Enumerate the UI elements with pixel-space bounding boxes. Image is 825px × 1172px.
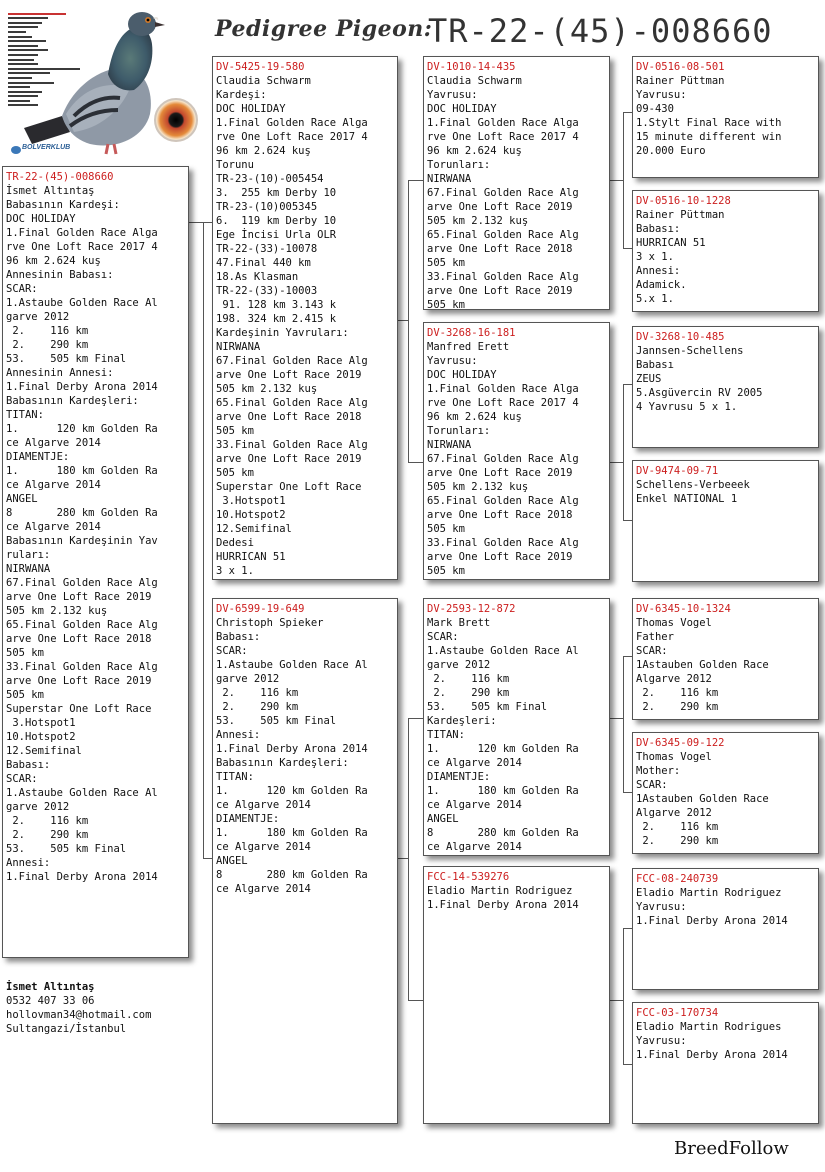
pedigree-text-line: 2. 290 km: [636, 835, 719, 847]
pedigree-text-line: Ege İncisi Urla OLR: [216, 229, 337, 241]
pedigree-box-sire-sire-dam[interactable]: [632, 190, 819, 312]
pedigree-text-line: 1.Stylt Final Race with: [636, 117, 782, 129]
pedigree-text-line: ruları:: [6, 549, 51, 561]
pedigree-text-line: garve 2012: [216, 673, 280, 685]
pedigree-text-line: Yavrusu:: [636, 901, 687, 913]
connector-line: [623, 520, 632, 521]
pedigree-text-line: 8 280 km Golden Ra: [6, 507, 158, 519]
ring-number: DV-1010-14-435: [427, 61, 516, 73]
pedigree-text-line: Adamick.: [636, 279, 687, 291]
pedigree-text-line: 2. 116 km: [6, 325, 89, 337]
pedigree-text-line: TITAN:: [427, 729, 465, 741]
pedigree-text-line: 1.Final Golden Race Alga: [427, 117, 579, 129]
ring-number: DV-0516-08-501: [636, 61, 725, 73]
pedigree-text-line: Kardeşi:: [216, 89, 267, 101]
pedigree-text-line: 09-430: [636, 103, 674, 115]
pedigree-text-line: Christoph Spieker: [216, 617, 324, 629]
pedigree-text-line: Schellens-Verbeeek: [636, 479, 750, 491]
ring-number: FCC-14-539276: [427, 871, 510, 883]
pedigree-text-line: ce Algarve 2014: [427, 757, 522, 769]
pedigree-text-line: 2. 290 km: [636, 701, 719, 713]
pedigree-text-line: rve One Loft Race 2017 4: [6, 241, 158, 253]
connector-line: [203, 858, 212, 859]
ring-number: FCC-03-170734: [636, 1007, 719, 1019]
pedigree-box-main[interactable]: [2, 166, 189, 958]
ring-number: DV-6599-19-649: [216, 603, 305, 615]
pedigree-box-sire-dam-sire[interactable]: [632, 326, 819, 448]
pedigree-text-line: 1.Astaube Golden Race Al: [216, 659, 368, 671]
pedigree-text-line: 2. 116 km: [636, 821, 719, 833]
ring-number: DV-0516-10-1228: [636, 195, 731, 207]
pedigree-text-line: SCAR:: [6, 283, 38, 295]
pedigree-text-line: Superstar One Loft Race: [216, 481, 362, 493]
pedigree-text-line: Babasının Kardeşinin Yav: [6, 535, 158, 547]
photo-logo: BOLVERKLUB: [22, 144, 71, 151]
pedigree-text-line: 67.Final Golden Race Alg: [6, 577, 158, 589]
pedigree-text-line: Thomas Vogel: [636, 617, 712, 629]
pedigree-text-line: Rainer Püttman: [636, 75, 725, 87]
pedigree-text-line: 505 km: [427, 523, 465, 535]
ring-number: DV-6345-09-122: [636, 737, 725, 749]
pedigree-text-line: arve One Loft Race 2019: [216, 369, 362, 381]
owner-name: İsmet Altıntaş: [6, 981, 95, 993]
pedigree-box-sire[interactable]: [212, 56, 398, 580]
pedigree-text-line: 96 km 2.624 kuş: [427, 411, 522, 423]
pedigree-text-line: 1. 180 km Golden Ra: [216, 827, 368, 839]
pigeon-photo: [4, 4, 200, 162]
connector-line: [408, 718, 423, 719]
page-title: Pedigree Pigeon:: [215, 16, 433, 42]
connector-line: [610, 180, 623, 181]
pedigree-text-line: 1.Astaube Golden Race Al: [6, 787, 158, 799]
pedigree-text-line: 1.Final Derby Arona 2014: [6, 381, 158, 393]
pedigree-text-line: Father: [636, 631, 674, 643]
pedigree-text-line: DOC HOLIDAY: [216, 103, 286, 115]
pedigree-text-line: 33.Final Golden Race Alg: [216, 439, 368, 451]
pedigree-text-line: 2. 290 km: [216, 701, 299, 713]
pedigree-text-line: Thomas Vogel: [636, 751, 712, 763]
pedigree-text-line: Torunları:: [427, 425, 491, 437]
connector-line: [408, 462, 423, 463]
pedigree-text-line: 1. 180 km Golden Ra: [427, 785, 579, 797]
pedigree-text-line: Algarve 2012: [636, 673, 712, 685]
pedigree-text-line: 15 minute different win: [636, 131, 782, 143]
pedigree-text-line: 1. 120 km Golden Ra: [427, 743, 579, 755]
pedigree-box-dam[interactable]: [212, 598, 398, 1124]
pedigree-text-line: Rainer Püttman: [636, 209, 725, 221]
connector-line: [623, 112, 632, 113]
pedigree-text-line: Torunları:: [427, 159, 491, 171]
pedigree-text-line: 1Astauben Golden Race: [636, 659, 769, 671]
pedigree-text-line: 3. 255 km Derby 10: [216, 187, 337, 199]
pedigree-text-line: 67.Final Golden Race Alg: [427, 187, 579, 199]
pedigree-text-line: Yavrusu:: [636, 89, 687, 101]
pedigree-text-line: 2. 290 km: [6, 829, 89, 841]
pedigree-text-line: 2. 116 km: [216, 687, 299, 699]
pedigree-text-line: 1.Final Derby Arona 2014: [636, 1049, 788, 1061]
pedigree-text-line: Eladio Martin Rodriguez: [636, 887, 782, 899]
pedigree-text-line: rve One Loft Race 2017 4: [427, 131, 579, 143]
pedigree-text-line: DIAMENTJE:: [216, 813, 280, 825]
pedigree-text-line: 8 280 km Golden Ra: [427, 827, 579, 839]
owner-info: [6, 980, 151, 1036]
pedigree-text-line: 12.Semifinal: [6, 745, 82, 757]
pedigree-text-line: TR-22-(33)-10078: [216, 243, 318, 255]
pedigree-text-line: ce Algarve 2014: [427, 841, 522, 853]
pedigree-text-line: arve One Loft Race 2019: [6, 675, 152, 687]
ring-number: DV-3268-16-181: [427, 327, 516, 339]
pedigree-text-line: 2. 116 km: [636, 687, 719, 699]
pedigree-text-line: Babasının Kardeşleri:: [216, 757, 349, 769]
pedigree-text-line: 1.Final Derby Arona 2014: [216, 743, 368, 755]
pedigree-text-line: 33.Final Golden Race Alg: [427, 537, 579, 549]
pedigree-box-dam-dam[interactable]: [423, 866, 610, 1124]
connector-line: [203, 222, 204, 858]
pedigree-text-line: ce Algarve 2014: [6, 521, 101, 533]
pedigree-text-line: 505 km 2.132 kuş: [216, 383, 318, 395]
connector-line: [203, 222, 212, 223]
pedigree-text-line: DIAMENTJE:: [427, 771, 491, 783]
pedigree-text-line: 67.Final Golden Race Alg: [427, 453, 579, 465]
pedigree-text-line: garve 2012: [427, 659, 491, 671]
pedigree-text-line: Torunu: [216, 159, 254, 171]
pedigree-text-line: Enkel NATIONAL 1: [636, 493, 738, 505]
pedigree-text-line: Annesinin Annesi:: [6, 367, 114, 379]
pedigree-box-sire-sire[interactable]: [423, 56, 610, 310]
pedigree-text-line: 5.x 1.: [636, 293, 674, 305]
pedigree-text-line: arve One Loft Race 2018: [427, 243, 573, 255]
pedigree-text-line: TR-23-(10)005345: [216, 201, 318, 213]
pedigree-text-line: 1. 120 km Golden Ra: [216, 785, 368, 797]
pedigree-text-line: garve 2012: [6, 311, 70, 323]
pedigree-text-line: Dedesi: [216, 537, 254, 549]
pedigree-text-line: 1.Final Derby Arona 2014: [636, 915, 788, 927]
pedigree-text-line: 10.Hotspot2: [6, 731, 76, 743]
pedigree-text-line: rve One Loft Race 2017 4: [216, 131, 368, 143]
pedigree-text-line: 96 km 2.624 kuş: [427, 145, 522, 157]
pedigree-text-line: Babasının Kardeşi:: [6, 199, 120, 211]
pedigree-text-line: TR-23-(10)-005454: [216, 173, 324, 185]
pedigree-text-line: TITAN:: [216, 771, 254, 783]
pedigree-text-line: DOC HOLIDAY: [427, 103, 497, 115]
pedigree-text-line: Algarve 2012: [636, 807, 712, 819]
pedigree-text-line: arve One Loft Race 2019: [427, 201, 573, 213]
pedigree-text-line: arve One Loft Race 2019: [427, 285, 573, 297]
pedigree-text-line: arve One Loft Race 2019: [427, 467, 573, 479]
pedigree-text-line: Babası:: [216, 631, 261, 643]
pedigree-box-dam-sire-dam[interactable]: [632, 732, 819, 854]
pedigree-text-line: 1.Final Golden Race Alga: [427, 383, 579, 395]
pedigree-text-line: ce Algarve 2014: [6, 437, 101, 449]
pedigree-text-line: 198. 324 km 2.415 k: [216, 313, 337, 325]
pedigree-text-line: 1.Final Derby Arona 2014: [427, 899, 579, 911]
pedigree-text-line: TR-22-(33)-10003: [216, 285, 318, 297]
pedigree-text-line: Jannsen-Schellens: [636, 345, 744, 357]
connector-line: [408, 718, 409, 1000]
pedigree-text-line: Manfred Erett: [427, 341, 510, 353]
pedigree-text-line: Mark Brett: [427, 617, 491, 629]
pedigree-text-line: 505 km: [216, 467, 254, 479]
pedigree-text-line: HURRICAN 51: [636, 237, 706, 249]
pedigree-text-line: ce Algarve 2014: [216, 841, 311, 853]
pedigree-box-sire-dam[interactable]: [423, 322, 610, 580]
pedigree-text-line: ANGEL: [427, 813, 459, 825]
ring-number: DV-9474-09-71: [636, 465, 719, 477]
pedigree-text-line: 505 km 2.132 kuş: [427, 481, 529, 493]
pedigree-text-line: İsmet Altıntaş: [6, 185, 95, 197]
connector-line: [623, 792, 632, 793]
owner-address: Sultangazi/İstanbul: [6, 1023, 127, 1035]
pedigree-text-line: DOC HOLIDAY: [6, 213, 76, 225]
pedigree-text-line: 3.Hotspot1: [6, 717, 76, 729]
connector-line: [623, 248, 632, 249]
connector-line: [610, 1000, 623, 1001]
pedigree-text-line: 1Astauben Golden Race: [636, 793, 769, 805]
pedigree-box-sire-sire-sire[interactable]: [632, 56, 819, 178]
pedigree-text-line: 47.Final 440 km: [216, 257, 311, 269]
pedigree-box-sire-dam-dam[interactable]: [632, 460, 819, 582]
pedigree-text-line: 67.Final Golden Race Alg: [216, 355, 368, 367]
pedigree-text-line: 20.000 Euro: [636, 145, 706, 157]
pedigree-text-line: rve One Loft Race 2017 4: [427, 397, 579, 409]
connector-line: [408, 180, 423, 181]
pedigree-text-line: NIRWANA: [427, 173, 472, 185]
pedigree-text-line: 1.Final Golden Race Alga: [216, 117, 368, 129]
pedigree-text-line: 2. 116 km: [427, 673, 510, 685]
pedigree-box-dam-sire-sire[interactable]: [632, 598, 819, 720]
pedigree-text-line: ce Algarve 2014: [6, 479, 101, 491]
pedigree-text-line: Yavrusu:: [427, 355, 478, 367]
pedigree-text-line: arve One Loft Race 2018: [216, 411, 362, 423]
pedigree-text-line: Eladio Martin Rodriguez: [427, 885, 573, 897]
pedigree-text-line: Babası:: [6, 759, 51, 771]
header-ring-number: TR-22-(45)-008660: [428, 12, 773, 50]
pedigree-text-line: DOC HOLIDAY: [427, 369, 497, 381]
ring-number: FCC-08-240739: [636, 873, 719, 885]
pedigree-text-line: 10.Hotspot2: [216, 509, 286, 521]
pedigree-text-line: 1.Final Golden Race Alga: [6, 227, 158, 239]
pedigree-text-line: 18.As Klasman: [216, 271, 299, 283]
pedigree-text-line: 505 km: [427, 257, 465, 269]
pedigree-text-line: 12.Semifinal: [216, 523, 292, 535]
pedigree-text-line: 505 km: [6, 689, 44, 701]
connector-line: [623, 928, 632, 929]
pedigree-text-line: Yavrusu:: [427, 89, 478, 101]
pedigree-text-line: 65.Final Golden Race Alg: [6, 619, 158, 631]
connector-line: [610, 462, 623, 463]
pedigree-text-line: 96 km 2.624 kuş: [6, 255, 101, 267]
pedigree-text-line: 5.Asgüvercin RV 2005: [636, 387, 763, 399]
pedigree-text-line: NIRWANA: [427, 439, 472, 451]
pedigree-text-line: arve One Loft Race 2019: [6, 591, 152, 603]
connector-line: [408, 1000, 423, 1001]
connector-line: [623, 928, 624, 1064]
pedigree-text-line: 6. 119 km Derby 10: [216, 215, 337, 227]
pedigree-text-line: Eladio Martin Rodrigues: [636, 1021, 782, 1033]
pedigree-text-line: 65.Final Golden Race Alg: [427, 495, 579, 507]
pedigree-text-line: Kardeşinin Yavruları:: [216, 327, 349, 339]
pedigree-text-line: Kardeşleri:: [427, 715, 497, 727]
pedigree-text-line: SCAR:: [427, 631, 459, 643]
pedigree-text-line: 96 km 2.624 kuş: [216, 145, 311, 157]
pedigree-text-line: Claudia Schwarm: [216, 75, 311, 87]
pedigree-text-line: 505 km: [427, 565, 465, 577]
pedigree-text-line: TITAN:: [6, 409, 44, 421]
pedigree-text-line: ce Algarve 2014: [216, 883, 311, 895]
connector-line: [623, 656, 632, 657]
connector-line: [623, 656, 624, 792]
pedigree-text-line: ce Algarve 2014: [216, 799, 311, 811]
pedigree-text-line: 505 km 2.132 kuş: [427, 215, 529, 227]
connector-line: [408, 180, 409, 462]
pedigree-text-line: 3 x 1.: [216, 565, 254, 577]
ring-number: TR-22-(45)-008660: [6, 171, 114, 183]
pedigree-text-line: Babası: [636, 359, 674, 371]
pedigree-text-line: HURRICAN 51: [216, 551, 286, 563]
pedigree-text-line: Annesi:: [216, 729, 261, 741]
pedigree-text-line: 65.Final Golden Race Alg: [216, 397, 368, 409]
pedigree-text-line: 1. 180 km Golden Ra: [6, 465, 158, 477]
pedigree-text-line: 53. 505 km Final: [427, 701, 548, 713]
pedigree-text-line: Annesinin Babası:: [6, 269, 114, 281]
pedigree-text-line: 91. 128 km 3.143 k: [216, 299, 337, 311]
ring-number: DV-2593-12-872: [427, 603, 516, 615]
pedigree-text-line: arve One Loft Race 2018: [6, 633, 152, 645]
pedigree-text-line: 8 280 km Golden Ra: [216, 869, 368, 881]
photo-caption-text: [8, 10, 92, 109]
pedigree-text-line: ANGEL: [216, 855, 248, 867]
pedigree-text-line: SCAR:: [6, 773, 38, 785]
pedigree-text-line: 2. 290 km: [6, 339, 89, 351]
connector-line: [398, 858, 408, 859]
pedigree-text-line: garve 2012: [6, 801, 70, 813]
pedigree-text-line: Superstar One Loft Race: [6, 703, 152, 715]
pedigree-text-line: 33.Final Golden Race Alg: [427, 271, 579, 283]
ring-number: DV-5425-19-580: [216, 61, 305, 73]
pedigree-text-line: 4 Yavrusu 5 x 1.: [636, 401, 738, 413]
ring-number: DV-3268-10-485: [636, 331, 725, 343]
pedigree-text-line: 505 km 2.132 kuş: [6, 605, 108, 617]
pedigree-text-line: ce Algarve 2014: [427, 799, 522, 811]
pedigree-text-line: arve One Loft Race 2019: [216, 453, 362, 465]
pedigree-text-line: 1.Final Derby Arona 2014: [6, 871, 158, 883]
pedigree-text-line: NIRWANA: [216, 341, 261, 353]
pedigree-text-line: 53. 505 km Final: [6, 843, 127, 855]
pedigree-text-line: 2. 116 km: [6, 815, 89, 827]
brand-logo-text: BreedFollow: [674, 1138, 789, 1159]
pedigree-box-dam-dam-sire[interactable]: [632, 868, 819, 990]
pedigree-text-line: SCAR:: [636, 645, 668, 657]
pedigree-box-dam-dam-dam[interactable]: [632, 1002, 819, 1124]
pedigree-text-line: DIAMENTJE:: [6, 451, 70, 463]
pedigree-text-line: Mother:: [636, 765, 681, 777]
connector-line: [623, 112, 624, 248]
pedigree-text-line: Babası:: [636, 223, 681, 235]
pedigree-text-line: ZEUS: [636, 373, 662, 385]
pedigree-text-line: 65.Final Golden Race Alg: [427, 229, 579, 241]
connector-line: [398, 320, 408, 321]
pedigree-text-line: 53. 505 km Final: [216, 715, 337, 727]
pedigree-text-line: 505 km: [427, 299, 465, 310]
pedigree-text-line: arve One Loft Race 2019: [427, 551, 573, 563]
pedigree-text-line: 505 km: [6, 647, 44, 659]
pedigree-text-line: 3.Hotspot1: [216, 495, 286, 507]
pedigree-text-line: SCAR:: [636, 779, 668, 791]
owner-email[interactable]: hollovman34@hotmail.com: [6, 1009, 152, 1021]
pedigree-text-line: Babasının Kardeşleri:: [6, 395, 139, 407]
owner-phone: 0532 407 33 06: [6, 995, 95, 1007]
pedigree-box-dam-sire[interactable]: [423, 598, 610, 856]
connector-line: [623, 384, 624, 520]
pedigree-text-line: Yavrusu:: [636, 1035, 687, 1047]
pedigree-text-line: NIRWANA: [6, 563, 51, 575]
pedigree-text-line: Annesi:: [6, 857, 51, 869]
pedigree-text-line: 33.Final Golden Race Alg: [6, 661, 158, 673]
connector-line: [610, 718, 623, 719]
pedigree-text-line: Annesi:: [636, 265, 681, 277]
pedigree-text-line: 1. 120 km Golden Ra: [6, 423, 158, 435]
pedigree-text-line: Claudia Schwarm: [427, 75, 522, 87]
pedigree-text-line: 3 x 1.: [636, 251, 674, 263]
pedigree-text-line: 1.Astaube Golden Race Al: [427, 645, 579, 657]
pedigree-text-line: 2. 290 km: [427, 687, 510, 699]
ring-number: DV-6345-10-1324: [636, 603, 731, 615]
connector-line: [623, 384, 632, 385]
connector-line: [623, 1064, 632, 1065]
pedigree-text-line: arve One Loft Race 2018: [427, 509, 573, 521]
pedigree-text-line: 505 km: [216, 425, 254, 437]
pedigree-text-line: 1.Astaube Golden Race Al: [6, 297, 158, 309]
pedigree-text-line: ANGEL: [6, 493, 38, 505]
pedigree-text-line: 53. 505 km Final: [6, 353, 127, 365]
connector-line: [189, 222, 203, 223]
pedigree-text-line: SCAR:: [216, 645, 248, 657]
